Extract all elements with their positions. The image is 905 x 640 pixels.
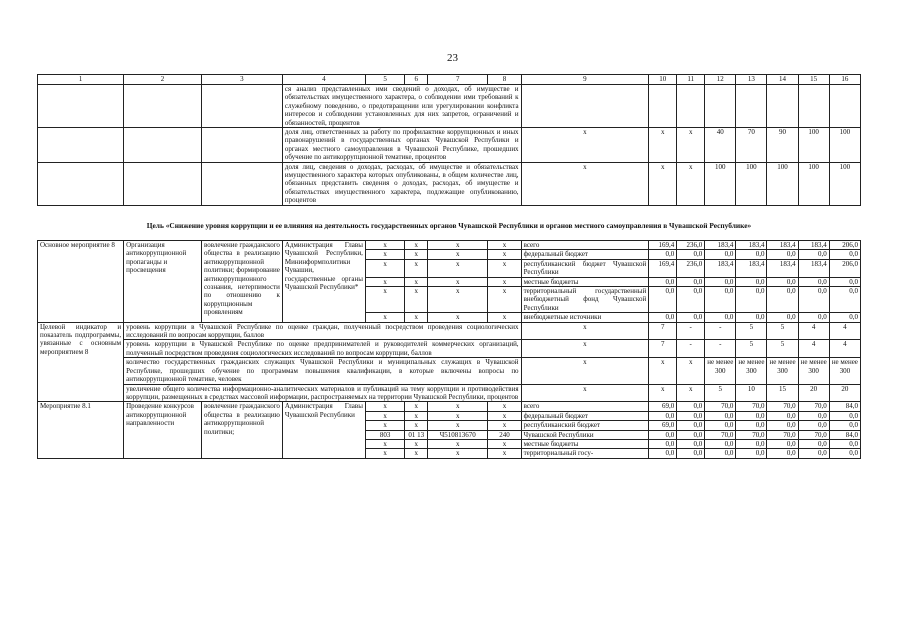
indicator-value: 4: [829, 322, 860, 340]
indicator-value: 100: [705, 162, 736, 205]
finance-value: 183,4: [705, 241, 736, 250]
indicator-text: ся анализ представленных ими сведений о доходах, об имуществе и обязательствах имущественного характера, о соблюдении ими требований к служебному поведению, о предотвращении или урегулировании конфликта интересов и соблюдении установленных для них запретов, ограничений и обязанностей, процентов: [282, 85, 521, 128]
finance-value: 206,0: [829, 259, 860, 277]
budget-code: х: [428, 313, 488, 322]
finance-value: 0,0: [736, 421, 767, 430]
top-indicator-rows: [38, 85, 861, 206]
indicator-text: увеличение общего количества информационно-аналитических материалов и публикаций на тему коррупции и противодействия коррупции, размещенных в средствах массовой информации, распространяемых на территории Чувашской Республики, процентов: [124, 384, 521, 402]
budget-code: х: [365, 287, 404, 313]
target-indicator-row: [38, 322, 861, 340]
budget-code: х: [428, 439, 488, 448]
indicator-value: [736, 85, 767, 128]
budget-code: х: [488, 449, 521, 458]
indicator-value: х: [649, 384, 677, 402]
budget-code: х: [365, 402, 404, 411]
finance-value: 0,0: [649, 250, 677, 259]
indicator-value: 40: [705, 128, 736, 163]
finance-value: 0,0: [798, 287, 829, 313]
indicator-value: х: [649, 162, 677, 205]
finance-value: 0,0: [798, 250, 829, 259]
budget-code: х: [405, 439, 428, 448]
finance-value: 0,0: [705, 277, 736, 286]
indicator-value: -: [677, 340, 705, 358]
finance-value: 236,0: [677, 259, 705, 277]
finance-value: 70,0: [767, 430, 798, 439]
budget-code: х: [428, 402, 488, 411]
finance-value: 0,0: [829, 421, 860, 430]
col-num: 7: [428, 75, 488, 85]
indicator-source: х: [521, 128, 649, 163]
finance-value: 0,0: [705, 411, 736, 420]
finance-source: территориальный государственный внебюджетный фонд Чувашской Республики: [521, 287, 649, 313]
event-executor: Администрация Главы Чувашской Республики: [282, 402, 365, 458]
empty-cell: [124, 162, 202, 205]
finance-source: местные бюджеты: [521, 439, 649, 448]
finance-value: 206,0: [829, 241, 860, 250]
indicator-text: доля лиц, сведения о доходах, расходах, об имуществе и обязательствах имущественного характера которых опубликованы, в общем количестве лиц, обязанных представить сведения о доходах, расходах, об имуществе и обязательствах имущественного характера, подлежащие опубликованию, процентов: [282, 162, 521, 205]
finance-value: 0,0: [705, 421, 736, 430]
indicator-value: не менее 300: [705, 358, 736, 384]
budget-code: Ч510813670: [428, 430, 488, 439]
indicator-row: [38, 128, 861, 163]
indicator-value: 4: [798, 322, 829, 340]
event-task: вовлечение гражданского общества в реализацию антикоррупционной политики; формирование антикоррупционного сознания, нетерпимости по отношению к коррупционным проявлениям: [201, 241, 282, 323]
col-num: 11: [677, 75, 705, 85]
col-num: 8: [488, 75, 521, 85]
budget-code: х: [428, 277, 488, 286]
indicator-rows: [38, 322, 861, 402]
budget-code: 01 13: [405, 430, 428, 439]
finance-value: 0,0: [829, 277, 860, 286]
empty-cell: [201, 162, 282, 205]
indicator-label: Целевой индикатор и показатель подпрограммы, увязанные с основным мероприятием 8: [38, 322, 124, 402]
event-status: Мероприятие 8.1: [38, 402, 124, 458]
finance-value: 0,0: [767, 411, 798, 420]
indicator-value: 100: [736, 162, 767, 205]
budget-code: х: [488, 411, 521, 420]
empty-cell: [201, 128, 282, 163]
empty-cell: [38, 85, 124, 128]
finance-value: 183,4: [798, 259, 829, 277]
finance-value: 0,0: [767, 250, 798, 259]
top-table-container: [37, 74, 861, 206]
event-executor: Администрация Главы Чувашской Республики, Мининформполитики Чувашии, государственные органы Чувашской Республики*: [282, 241, 365, 323]
finance-value: 0,0: [705, 250, 736, 259]
finance-value: 0,0: [649, 287, 677, 313]
finance-value: 0,0: [677, 402, 705, 411]
indicator-value: 5: [767, 322, 798, 340]
budget-code: х: [428, 250, 488, 259]
empty-cell: [38, 162, 124, 205]
budget-code: х: [428, 287, 488, 313]
finance-value: 0,0: [736, 250, 767, 259]
indicator-value: 5: [736, 322, 767, 340]
finance-value: 70,0: [767, 402, 798, 411]
indicator-value: 20: [798, 384, 829, 402]
indicator-source: х: [521, 384, 649, 402]
indicator-value: 100: [798, 128, 829, 163]
indicator-value: [829, 85, 860, 128]
finance-value: 0,0: [705, 287, 736, 313]
indicator-value: [798, 85, 829, 128]
finance-value: 0,0: [829, 411, 860, 420]
indicator-value: 100: [829, 128, 860, 163]
finance-source: всего: [521, 402, 649, 411]
finance-value: 0,0: [677, 250, 705, 259]
finance-value: 70,0: [705, 402, 736, 411]
indicator-source: х: [521, 358, 649, 384]
finance-value: 183,4: [736, 241, 767, 250]
finance-value: 0,0: [677, 313, 705, 322]
col-num: 3: [201, 75, 282, 85]
finance-value: 0,0: [829, 313, 860, 322]
indicator-value: 15: [767, 384, 798, 402]
budget-code: х: [405, 241, 428, 250]
indicator-value: -: [705, 340, 736, 358]
budget-code: х: [405, 259, 428, 277]
indicator-value: 10: [736, 384, 767, 402]
budget-code: х: [488, 421, 521, 430]
indicator-text: доля лиц, ответственных за работу по профилактике коррупционных и иных правонарушений в государственных органах Чувашской Республики и органах местного самоуправления в Чувашской Республике, прошедших обучение по антикоррупционной тематике, процентов: [282, 128, 521, 163]
budget-code: х: [428, 259, 488, 277]
budget-code: х: [428, 449, 488, 458]
budget-code: х: [365, 250, 404, 259]
col-num: 15: [798, 75, 829, 85]
indicator-row: [38, 85, 861, 128]
finance-value: 0,0: [705, 439, 736, 448]
budget-code: 803: [365, 430, 404, 439]
budget-code: х: [365, 439, 404, 448]
budget-code: х: [428, 411, 488, 420]
budget-code: х: [488, 241, 521, 250]
budget-code: х: [488, 277, 521, 286]
budget-code: х: [488, 259, 521, 277]
finance-value: 0,0: [798, 439, 829, 448]
finance-value: 0,0: [767, 313, 798, 322]
budget-code: х: [405, 411, 428, 420]
finance-value: 169,4: [649, 241, 677, 250]
event-name: Проведение конкурсов антикоррупционной направленности: [124, 402, 202, 458]
budget-code: х: [488, 439, 521, 448]
indicator-value: х: [677, 128, 705, 163]
indicator-source: х: [521, 162, 649, 205]
finance-value: 0,0: [705, 449, 736, 458]
target-indicator-row: [38, 384, 861, 402]
indicator-text: уровень коррупции в Чувашской Республике по оценке предпринимателей и руководителей коммерческих организаций, полученный посредством проведения социологических исследований по вопросам коррупции, баллов: [124, 340, 521, 358]
indicator-value: 4: [798, 340, 829, 358]
budget-code: х: [405, 313, 428, 322]
target-indicator-row: [38, 358, 861, 384]
budget-code: х: [405, 449, 428, 458]
indicator-value: 7: [649, 322, 677, 340]
indicator-text: уровень коррупции в Чувашской Республике по оценке граждан, полученный посредством проведения социологических исследований по вопросам коррупции, баллов: [124, 322, 521, 340]
event-task: вовлечение гражданского общества в реализацию антикоррупционной политики;: [201, 402, 282, 458]
col-num: 16: [829, 75, 860, 85]
column-number-row: [38, 75, 861, 85]
budget-code: х: [405, 277, 428, 286]
finance-value: 0,0: [767, 421, 798, 430]
indicator-value: [677, 85, 705, 128]
finance-source: федеральный бюджет: [521, 250, 649, 259]
indicator-source: х: [521, 322, 649, 340]
indicator-source: [521, 85, 649, 128]
finance-value: 0,0: [798, 421, 829, 430]
indicator-value: 5: [767, 340, 798, 358]
indicator-value: х: [677, 384, 705, 402]
budget-code: х: [488, 402, 521, 411]
finance-value: 0,0: [829, 250, 860, 259]
finance-value: 0,0: [677, 430, 705, 439]
finance-source: внебюджетные источники: [521, 313, 649, 322]
indicator-value: х: [649, 128, 677, 163]
col-num: 2: [124, 75, 202, 85]
finance-value: 0,0: [829, 449, 860, 458]
col-num: 6: [405, 75, 428, 85]
finance-value: 84,0: [829, 402, 860, 411]
finance-value: 0,0: [767, 449, 798, 458]
finance-value: 236,0: [677, 241, 705, 250]
finance-value: 0,0: [649, 430, 677, 439]
main-table-container: [37, 240, 861, 459]
indicator-text: количество государственных гражданских служащих Чувашской Республики и муниципальных служащих в Чувашской Республике, прошедших обучение по программам повышения квалификации, в которые включены вопросы по антикоррупционной тематике, человек: [124, 358, 521, 384]
finance-value: 0,0: [705, 313, 736, 322]
indicator-value: [767, 85, 798, 128]
col-num: 13: [736, 75, 767, 85]
finance-value: 0,0: [736, 313, 767, 322]
finance-value: 183,4: [736, 259, 767, 277]
indicator-value: 90: [767, 128, 798, 163]
indicator-value: не менее 300: [736, 358, 767, 384]
col-num: 1: [38, 75, 124, 85]
finance-value: 70,0: [798, 430, 829, 439]
top-table: [37, 74, 861, 206]
finance-value: 169,4: [649, 259, 677, 277]
finance-value: 0,0: [649, 439, 677, 448]
finance-value: 69,0: [649, 421, 677, 430]
indicator-value: 4: [829, 340, 860, 358]
finance-value: 0,0: [767, 287, 798, 313]
indicator-value: 70: [736, 128, 767, 163]
budget-code: х: [365, 411, 404, 420]
finance-value: 0,0: [736, 277, 767, 286]
target-indicator-row: [38, 340, 861, 358]
indicator-value: х: [677, 358, 705, 384]
budget-code: х: [428, 241, 488, 250]
budget-code: х: [428, 421, 488, 430]
indicator-row: [38, 162, 861, 205]
indicator-value: 20: [829, 384, 860, 402]
finance-value: 0,0: [649, 411, 677, 420]
budget-code: х: [365, 277, 404, 286]
finance-value: 70,0: [798, 402, 829, 411]
indicator-value: 100: [829, 162, 860, 205]
finance-value: 0,0: [649, 449, 677, 458]
event-8-rows: [38, 241, 861, 323]
finance-value: 0,0: [677, 439, 705, 448]
finance-source: всего: [521, 241, 649, 250]
indicator-value: не менее 300: [767, 358, 798, 384]
indicator-value: -: [677, 322, 705, 340]
col-num: 4: [282, 75, 365, 85]
col-num: 9: [521, 75, 649, 85]
finance-value: 0,0: [736, 439, 767, 448]
indicator-source: х: [521, 340, 649, 358]
budget-code: х: [365, 259, 404, 277]
finance-value: 183,4: [767, 241, 798, 250]
empty-cell: [124, 128, 202, 163]
finance-source: Чувашской Республики: [521, 430, 649, 439]
finance-source: местные бюджеты: [521, 277, 649, 286]
empty-cell: [201, 85, 282, 128]
finance-value: 0,0: [649, 277, 677, 286]
finance-source: федеральный бюджет: [521, 411, 649, 420]
event-8-1-rows: [38, 402, 861, 458]
finance-value: 0,0: [829, 287, 860, 313]
finance-value: 0,0: [677, 277, 705, 286]
finance-value: 0,0: [677, 421, 705, 430]
finance-value: 69,0: [649, 402, 677, 411]
event-name: Организация антикоррупционной пропаганды и просвещения: [124, 241, 202, 323]
col-num: 10: [649, 75, 677, 85]
budget-code: х: [405, 421, 428, 430]
indicator-value: -: [705, 322, 736, 340]
finance-value: 0,0: [736, 287, 767, 313]
finance-value: 0,0: [829, 439, 860, 448]
finance-source: республиканский бюджет Чувашской Республики: [521, 259, 649, 277]
finance-value: 183,4: [798, 241, 829, 250]
indicator-value: 100: [798, 162, 829, 205]
finance-value: 0,0: [677, 449, 705, 458]
finance-value: 0,0: [798, 449, 829, 458]
finance-row: [38, 241, 861, 250]
finance-source: республиканский бюджет: [521, 421, 649, 430]
indicator-value: х: [677, 162, 705, 205]
indicator-value: 100: [767, 162, 798, 205]
finance-value: 0,0: [736, 449, 767, 458]
budget-code: х: [488, 287, 521, 313]
indicator-value: не менее 300: [829, 358, 860, 384]
finance-value: 183,4: [767, 259, 798, 277]
budget-code: х: [365, 313, 404, 322]
finance-source: территориальный госу-: [521, 449, 649, 458]
budget-code: х: [365, 241, 404, 250]
finance-value: 0,0: [649, 313, 677, 322]
finance-value: 70,0: [736, 430, 767, 439]
finance-value: 0,0: [798, 277, 829, 286]
finance-value: 70,0: [705, 430, 736, 439]
finance-value: 183,4: [705, 259, 736, 277]
empty-cell: [124, 85, 202, 128]
page-number: 23: [447, 52, 458, 64]
budget-code: х: [405, 250, 428, 259]
col-num: 12: [705, 75, 736, 85]
budget-code: х: [488, 313, 521, 322]
event-status: Основное мероприятие 8: [38, 241, 124, 323]
finance-value: 0,0: [767, 277, 798, 286]
finance-value: 0,0: [798, 411, 829, 420]
budget-code: х: [365, 421, 404, 430]
finance-value: 0,0: [736, 411, 767, 420]
indicator-value: [649, 85, 677, 128]
empty-cell: [38, 128, 124, 163]
budget-code: 240: [488, 430, 521, 439]
finance-value: 0,0: [798, 313, 829, 322]
budget-code: х: [488, 250, 521, 259]
main-table: [37, 240, 861, 459]
budget-code: х: [405, 287, 428, 313]
finance-row: [38, 402, 861, 411]
indicator-value: 5: [736, 340, 767, 358]
col-num: 5: [365, 75, 404, 85]
indicator-value: х: [649, 358, 677, 384]
finance-value: 70,0: [736, 402, 767, 411]
goal-heading: Цель «Снижение уровня коррупции и ее влияния на деятельность государственных органов Чувашской Республики и органов местного самоуправления в Чувашской Республике»: [146, 221, 752, 230]
budget-code: х: [405, 402, 428, 411]
finance-value: 84,0: [829, 430, 860, 439]
indicator-value: 5: [705, 384, 736, 402]
finance-value: 0,0: [677, 287, 705, 313]
budget-code: х: [365, 449, 404, 458]
indicator-value: не менее 300: [798, 358, 829, 384]
finance-value: 0,0: [677, 411, 705, 420]
col-num: 14: [767, 75, 798, 85]
finance-value: 0,0: [767, 439, 798, 448]
indicator-value: 7: [649, 340, 677, 358]
indicator-value: [705, 85, 736, 128]
